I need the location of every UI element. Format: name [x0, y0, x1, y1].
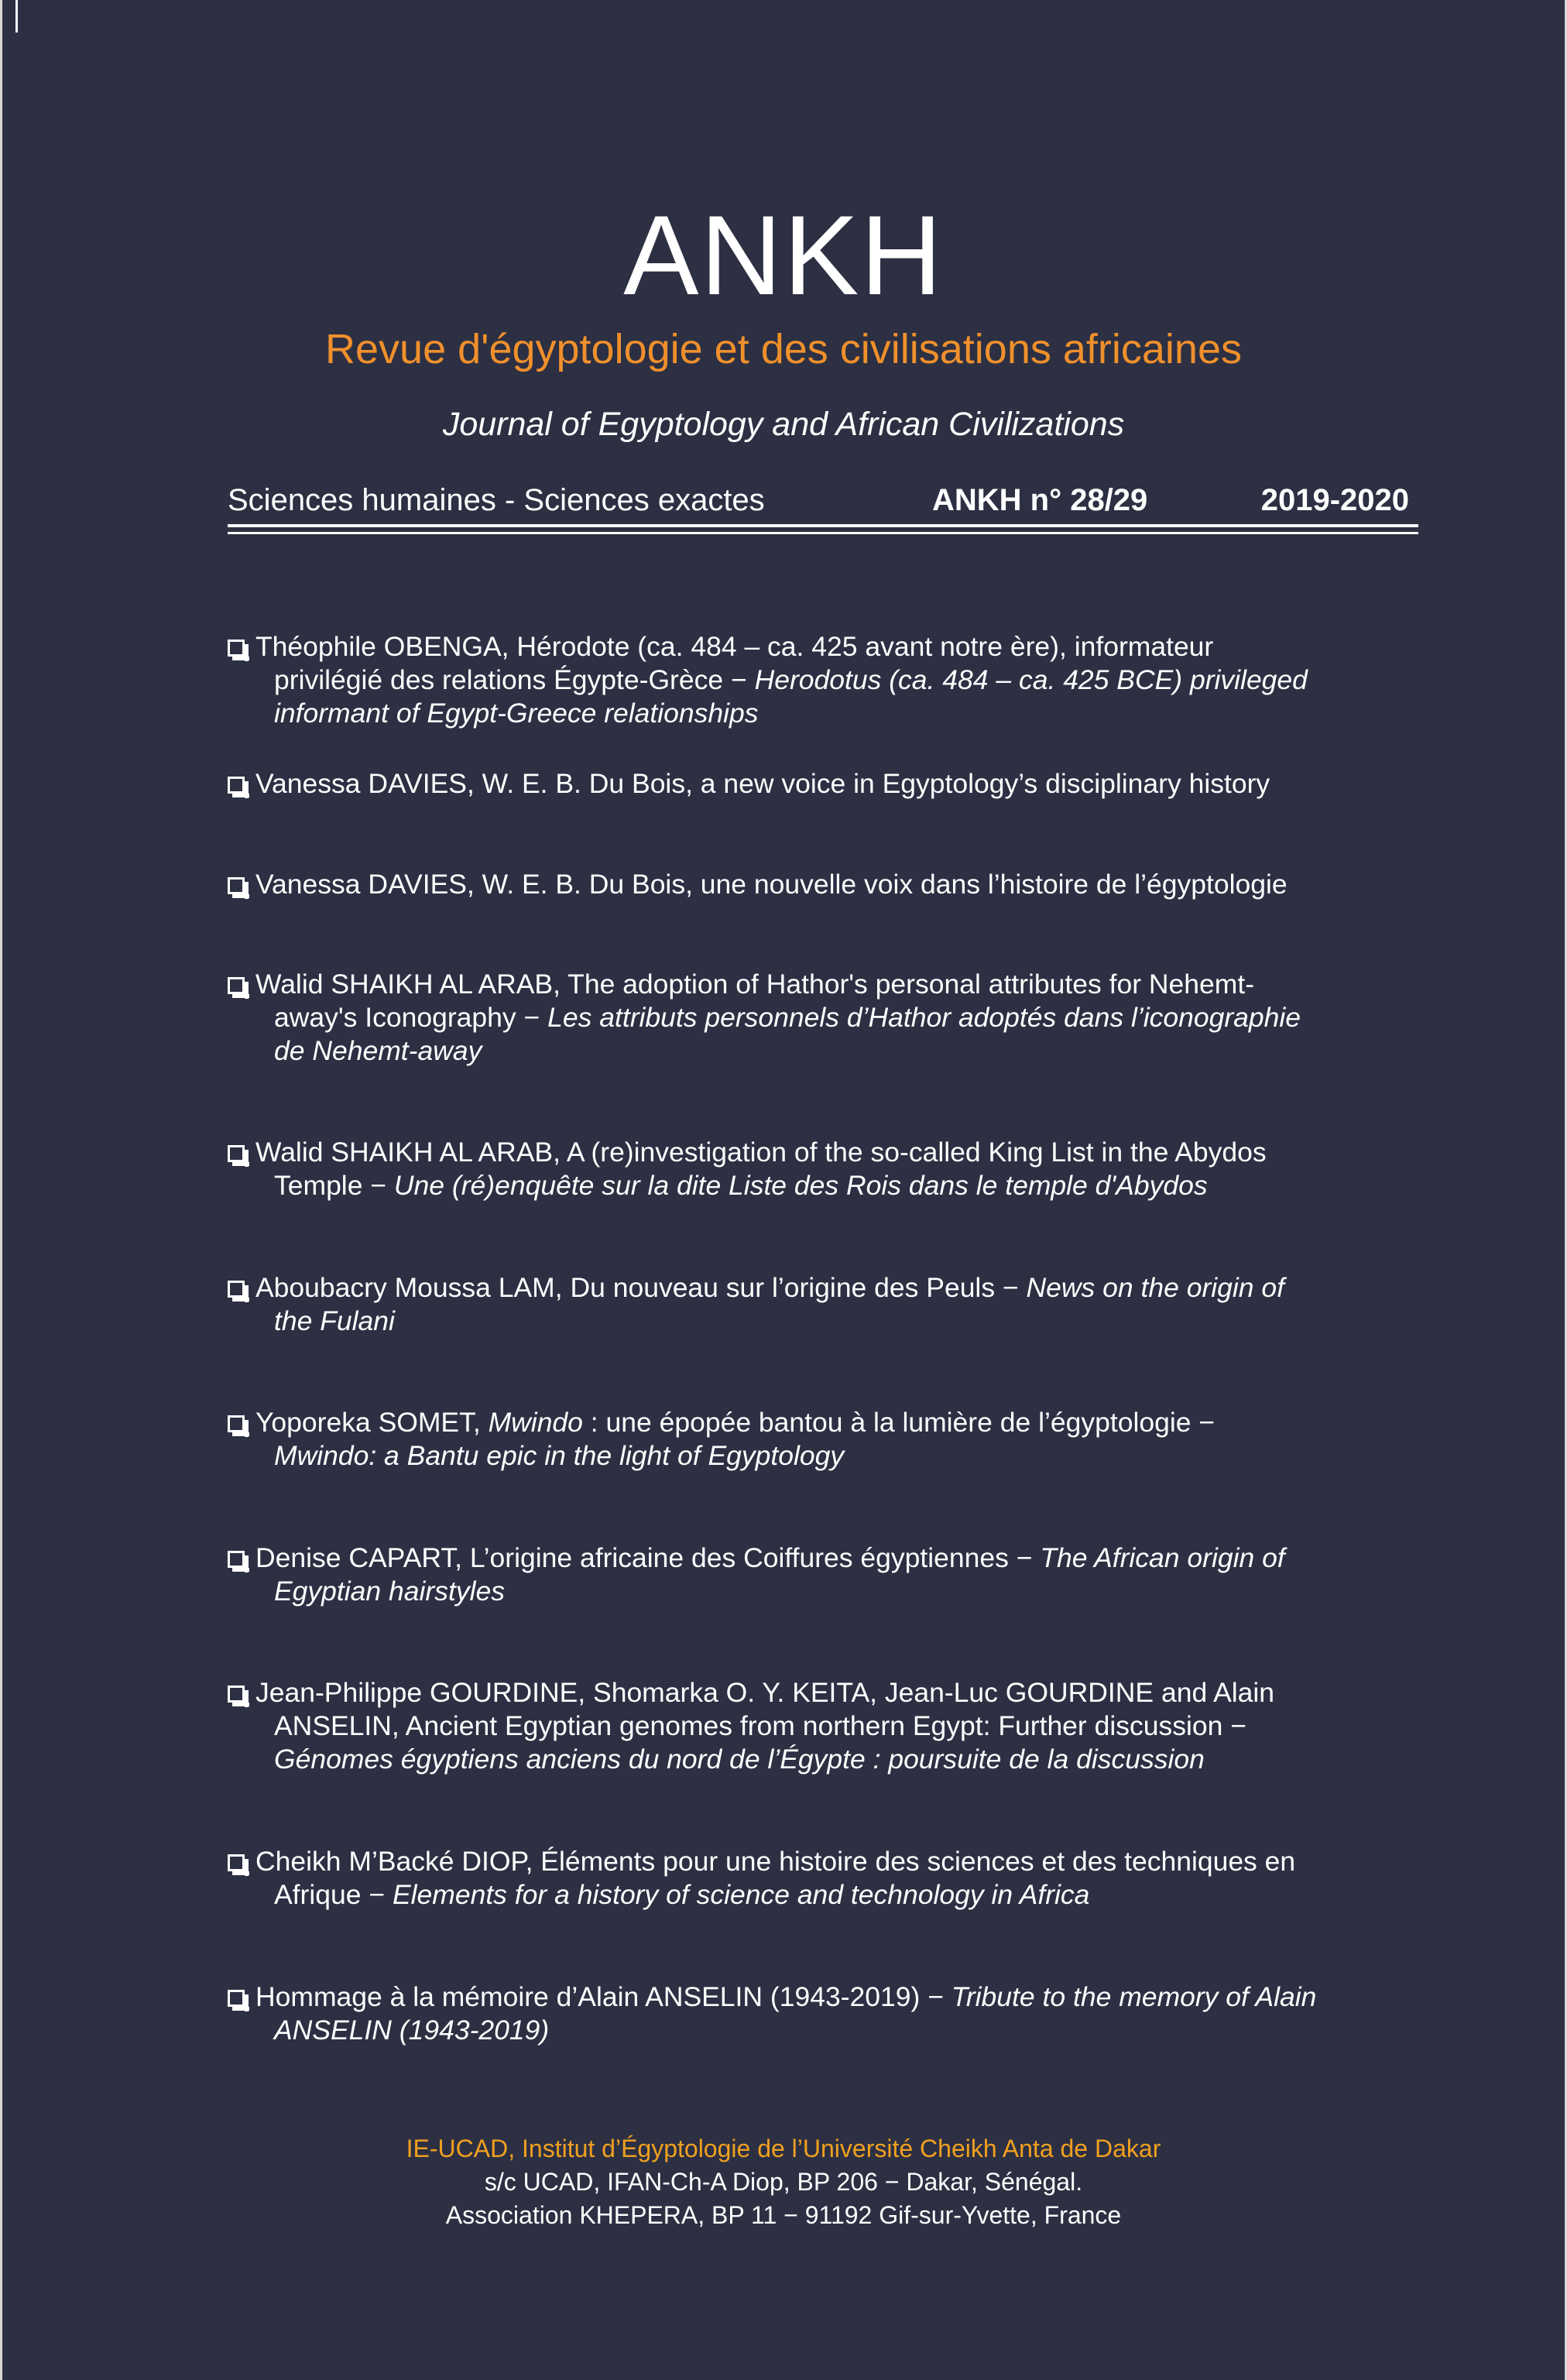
shadowed-box-icon: [228, 1551, 245, 1568]
toc-text: Cheikh M’Backé DIOP, Éléments pour une histoire des sciences et des techniques en: [255, 1846, 1296, 1877]
shadowed-box-icon: [228, 1145, 245, 1162]
page-edge-tick: [15, 0, 18, 33]
toc-entry-line: [228, 1305, 1284, 1338]
toc-entry-line: [228, 868, 1288, 901]
journal-subtitle-french: Revue d'égyptologie et des civilisations africaines: [325, 326, 1242, 372]
shadowed-box-icon: [228, 1281, 245, 1298]
double-rule-bottom: [228, 532, 1418, 534]
toc-entry-line: [228, 1845, 1295, 1878]
toc-text: away's Iconography −: [274, 1002, 548, 1033]
toc-entry: [228, 868, 1288, 901]
toc-entry: [228, 1136, 1267, 1202]
issue-years: 2019-2020: [1260, 483, 1409, 517]
toc-entry-line: [228, 1169, 1267, 1202]
toc-entry: [228, 968, 1301, 1068]
toc-translated-title: Mwindo: a Bantu epic in the light of Egyptology: [274, 1440, 845, 1471]
publisher-footer: [0, 2132, 1567, 2232]
footer-address-khepera: Association KHEPERA, BP 11 − 91192 Gif-sur-Yvette, France: [445, 2201, 1122, 2229]
toc-entry-line: [228, 1439, 1215, 1473]
toc-translated-title: Egyptian hairstyles: [274, 1576, 505, 1607]
toc-entry-line: [228, 1980, 1316, 2014]
toc-entry-line: [228, 1001, 1301, 1034]
toc-text: : une épopée bantou à la lumière de l’égyptologie −: [582, 1407, 1216, 1438]
toc-translated-title: informant of Egypt-Greece relationships: [274, 698, 759, 729]
shadowed-box-icon: [228, 1854, 245, 1871]
footer-address-ucad: s/c UCAD, IFAN-Ch-A Diop, BP 206 − Dakar, Sénégal.: [484, 2168, 1083, 2196]
toc-text: Vanessa DAVIES, W. E. B. Du Bois, a new voice in Egyptology’s disciplinary history: [255, 768, 1270, 799]
toc-entry: [228, 1980, 1316, 2047]
toc-text: Théophile OBENGA, Hérodote (ca. 484 – ca. 425 avant notre ère), informateur: [255, 631, 1214, 662]
double-rule-top: [228, 524, 1418, 527]
toc-text: Vanessa DAVIES, W. E. B. Du Bois, une nouvelle voix dans l’histoire de l’égyptologie: [255, 869, 1288, 900]
toc-entry-line: [228, 630, 1308, 664]
toc-entry-line: [228, 1878, 1295, 1912]
toc-entry-line: [228, 767, 1270, 801]
toc-entry: [228, 1676, 1274, 1776]
shadowed-box-icon: [228, 640, 245, 657]
footer-institute: IE-UCAD, Institut d’Égyptologie de l’Université Cheikh Anta de Dakar: [406, 2135, 1161, 2162]
toc-text: Yoporeka SOMET,: [255, 1407, 489, 1438]
toc-entry-line: [228, 1575, 1285, 1608]
shadowed-box-icon: [228, 877, 245, 894]
toc-text: Denise CAPART, L’origine africaine des Coiffures égyptiennes −: [255, 1542, 1041, 1573]
toc-translated-title: Une (ré)enquête sur la dite Liste des Rois dans le temple d'Abydos: [393, 1170, 1208, 1201]
toc-text: Walid SHAIKH AL ARAB, A (re)investigation of the so-called King List in the Abydos: [255, 1137, 1267, 1168]
toc-translated-title: ANSELIN (1943-2019): [274, 2015, 550, 2046]
shadowed-box-icon: [228, 977, 245, 994]
toc-entry: [228, 1271, 1284, 1338]
toc-entry-line: [228, 697, 1308, 730]
toc-entry: [228, 1845, 1295, 1912]
toc-entry-line: [228, 1676, 1274, 1710]
shadowed-box-icon: [228, 777, 245, 794]
toc-translated-title: News on the origin of: [1026, 1272, 1285, 1303]
toc-entry-line: [228, 2014, 1316, 2047]
toc-translated-title: Herodotus (ca. 484 – ca. 425 BCE) privileged: [754, 664, 1308, 695]
toc-entry-line: [228, 1710, 1274, 1743]
journal-title: ANKH: [623, 192, 944, 318]
toc-text: ANSELIN, Ancient Egyptian genomes from northern Egypt: Further discussion −: [274, 1710, 1246, 1741]
journal-subtitle-english: Journal of Egyptology and African Civilizations: [442, 406, 1125, 443]
toc-entry: [228, 630, 1308, 730]
shadowed-box-icon: [228, 1415, 245, 1432]
toc-entry-line: [228, 1542, 1285, 1575]
toc-text: Walid SHAIKH AL ARAB, The adoption of Hathor's personal attributes for Nehemt-: [255, 969, 1255, 1000]
toc-text: Aboubacry Moussa LAM, Du nouveau sur l’origine des Peuls −: [255, 1272, 1027, 1303]
toc-entry: [228, 767, 1270, 801]
issue-number: ANKH n° 28/29: [932, 483, 1148, 517]
journal-fields: Sciences humaines - Sciences exactes: [228, 483, 765, 517]
toc-translated-title: Mwindo: [488, 1407, 583, 1438]
toc-translated-title: Tribute to the memory of Alain: [951, 1981, 1317, 2012]
toc-text: Afrique −: [274, 1879, 393, 1910]
toc-text: privilégié des relations Égypte-Grèce −: [274, 664, 755, 695]
shadowed-box-icon: [228, 1990, 245, 2007]
toc-text: Hommage à la mémoire d’Alain ANSELIN (1943-2019) −: [255, 1981, 952, 2012]
issue-info-line: [228, 478, 1418, 522]
toc-entry-line: [228, 1743, 1274, 1776]
toc-entry-line: [228, 968, 1301, 1001]
toc-translated-title: Les attributs personnels d’Hathor adoptés dans l’iconographie: [547, 1002, 1301, 1033]
toc-entry-line: [228, 664, 1308, 697]
toc-entry-line: [228, 1271, 1284, 1305]
toc-text: Jean-Philippe GOURDINE, Shomarka O. Y. KEITA, Jean-Luc GOURDINE and Alain: [255, 1677, 1275, 1708]
shadowed-box-icon: [228, 1686, 245, 1703]
toc-entry-line: [228, 1406, 1215, 1439]
toc-translated-title: Elements for a history of science and technology in Africa: [392, 1879, 1090, 1910]
toc-translated-title: the Fulani: [274, 1305, 395, 1336]
toc-entry: [228, 1542, 1285, 1608]
toc-text: Temple −: [274, 1170, 394, 1201]
toc-entry-line: [228, 1136, 1267, 1169]
toc-translated-title: de Nehemt-away: [274, 1035, 482, 1066]
toc-translated-title: The African origin of: [1040, 1542, 1285, 1573]
toc-entry: [228, 1406, 1215, 1473]
toc-entry-line: [228, 1034, 1301, 1068]
toc-translated-title: Génomes égyptiens anciens du nord de l’Égypte : poursuite de la discussion: [274, 1744, 1205, 1775]
